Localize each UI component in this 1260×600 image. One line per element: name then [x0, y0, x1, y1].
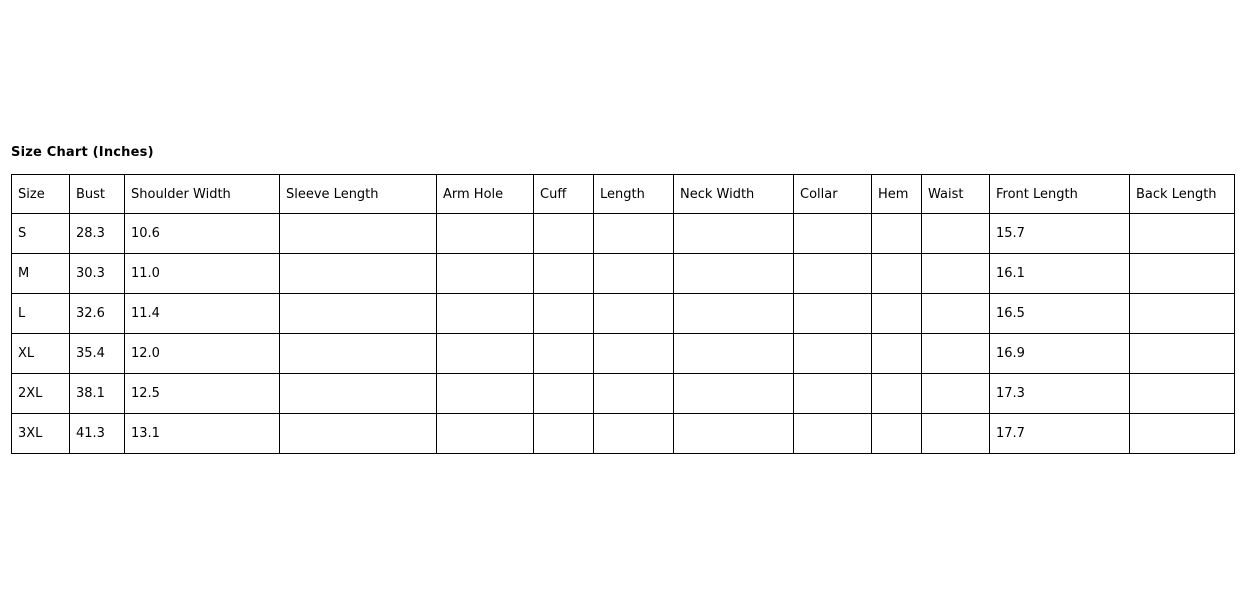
cell-back-length: [1130, 214, 1235, 254]
cell-size: L: [12, 294, 70, 334]
cell-size: XL: [12, 334, 70, 374]
cell-bust: 41.3: [70, 414, 125, 454]
column-header-back-length: Back Length: [1130, 175, 1235, 214]
cell-bust: 28.3: [70, 214, 125, 254]
column-header-collar: Collar: [794, 175, 872, 214]
table-row: [12, 374, 1235, 414]
cell-length: [594, 254, 674, 294]
column-header-hem: Hem: [872, 175, 922, 214]
cell-neck-width: [674, 254, 794, 294]
cell-hem: [872, 414, 922, 454]
cell-collar: [794, 334, 872, 374]
cell-front-length: 16.1: [990, 254, 1130, 294]
cell-back-length: [1130, 294, 1235, 334]
cell-waist: [922, 334, 990, 374]
cell-shoulder: 11.4: [125, 294, 280, 334]
table-row: [12, 334, 1235, 374]
cell-collar: [794, 294, 872, 334]
cell-front-length: 17.3: [990, 374, 1130, 414]
cell-armhole: [437, 294, 534, 334]
cell-cuff: [534, 414, 594, 454]
cell-back-length: [1130, 254, 1235, 294]
cell-shoulder: 12.0: [125, 334, 280, 374]
cell-hem: [872, 294, 922, 334]
column-header-neck-width: Neck Width: [674, 175, 794, 214]
cell-shoulder: 11.0: [125, 254, 280, 294]
cell-cuff: [534, 374, 594, 414]
cell-collar: [794, 414, 872, 454]
cell-bust: 38.1: [70, 374, 125, 414]
page-title: Size Chart (Inches): [11, 145, 154, 160]
cell-neck-width: [674, 334, 794, 374]
table-row: [12, 254, 1235, 294]
cell-size: S: [12, 214, 70, 254]
cell-back-length: [1130, 374, 1235, 414]
cell-front-length: 16.9: [990, 334, 1130, 374]
cell-armhole: [437, 214, 534, 254]
cell-sleeve: [280, 214, 437, 254]
column-header-front-length: Front Length: [990, 175, 1130, 214]
cell-neck-width: [674, 374, 794, 414]
cell-waist: [922, 414, 990, 454]
column-header-size: Size: [12, 175, 70, 214]
cell-shoulder: 12.5: [125, 374, 280, 414]
cell-front-length: 17.7: [990, 414, 1130, 454]
column-header-length: Length: [594, 175, 674, 214]
cell-back-length: [1130, 414, 1235, 454]
cell-length: [594, 414, 674, 454]
cell-waist: [922, 294, 990, 334]
size-chart-table: [11, 174, 1235, 454]
table-row: [12, 414, 1235, 454]
cell-sleeve: [280, 414, 437, 454]
column-header-sleeve-length: Sleeve Length: [280, 175, 437, 214]
cell-sleeve: [280, 294, 437, 334]
cell-waist: [922, 254, 990, 294]
cell-collar: [794, 374, 872, 414]
cell-cuff: [534, 334, 594, 374]
cell-sleeve: [280, 254, 437, 294]
cell-armhole: [437, 334, 534, 374]
cell-front-length: 15.7: [990, 214, 1130, 254]
cell-bust: 30.3: [70, 254, 125, 294]
cell-cuff: [534, 214, 594, 254]
cell-length: [594, 374, 674, 414]
table-row: [12, 214, 1235, 254]
cell-back-length: [1130, 334, 1235, 374]
cell-front-length: 16.5: [990, 294, 1130, 334]
cell-length: [594, 294, 674, 334]
column-header-bust: Bust: [70, 175, 125, 214]
cell-cuff: [534, 254, 594, 294]
cell-length: [594, 334, 674, 374]
cell-armhole: [437, 374, 534, 414]
table-row: [12, 294, 1235, 334]
table-header: [12, 175, 1235, 214]
cell-hem: [872, 334, 922, 374]
cell-sleeve: [280, 334, 437, 374]
cell-hem: [872, 214, 922, 254]
cell-size: 3XL: [12, 414, 70, 454]
cell-shoulder: 10.6: [125, 214, 280, 254]
cell-cuff: [534, 294, 594, 334]
cell-size: M: [12, 254, 70, 294]
cell-waist: [922, 374, 990, 414]
cell-hem: [872, 254, 922, 294]
column-header-cuff: Cuff: [534, 175, 594, 214]
cell-neck-width: [674, 414, 794, 454]
table-header-row: [12, 175, 1235, 214]
cell-neck-width: [674, 294, 794, 334]
cell-hem: [872, 374, 922, 414]
column-header-shoulder-width: Shoulder Width: [125, 175, 280, 214]
cell-length: [594, 214, 674, 254]
cell-collar: [794, 214, 872, 254]
cell-shoulder: 13.1: [125, 414, 280, 454]
cell-armhole: [437, 414, 534, 454]
cell-waist: [922, 214, 990, 254]
column-header-waist: Waist: [922, 175, 990, 214]
table-body: [12, 214, 1235, 454]
cell-collar: [794, 254, 872, 294]
cell-bust: 32.6: [70, 294, 125, 334]
cell-size: 2XL: [12, 374, 70, 414]
cell-bust: 35.4: [70, 334, 125, 374]
cell-armhole: [437, 254, 534, 294]
cell-sleeve: [280, 374, 437, 414]
column-header-arm-hole: Arm Hole: [437, 175, 534, 214]
cell-neck-width: [674, 214, 794, 254]
